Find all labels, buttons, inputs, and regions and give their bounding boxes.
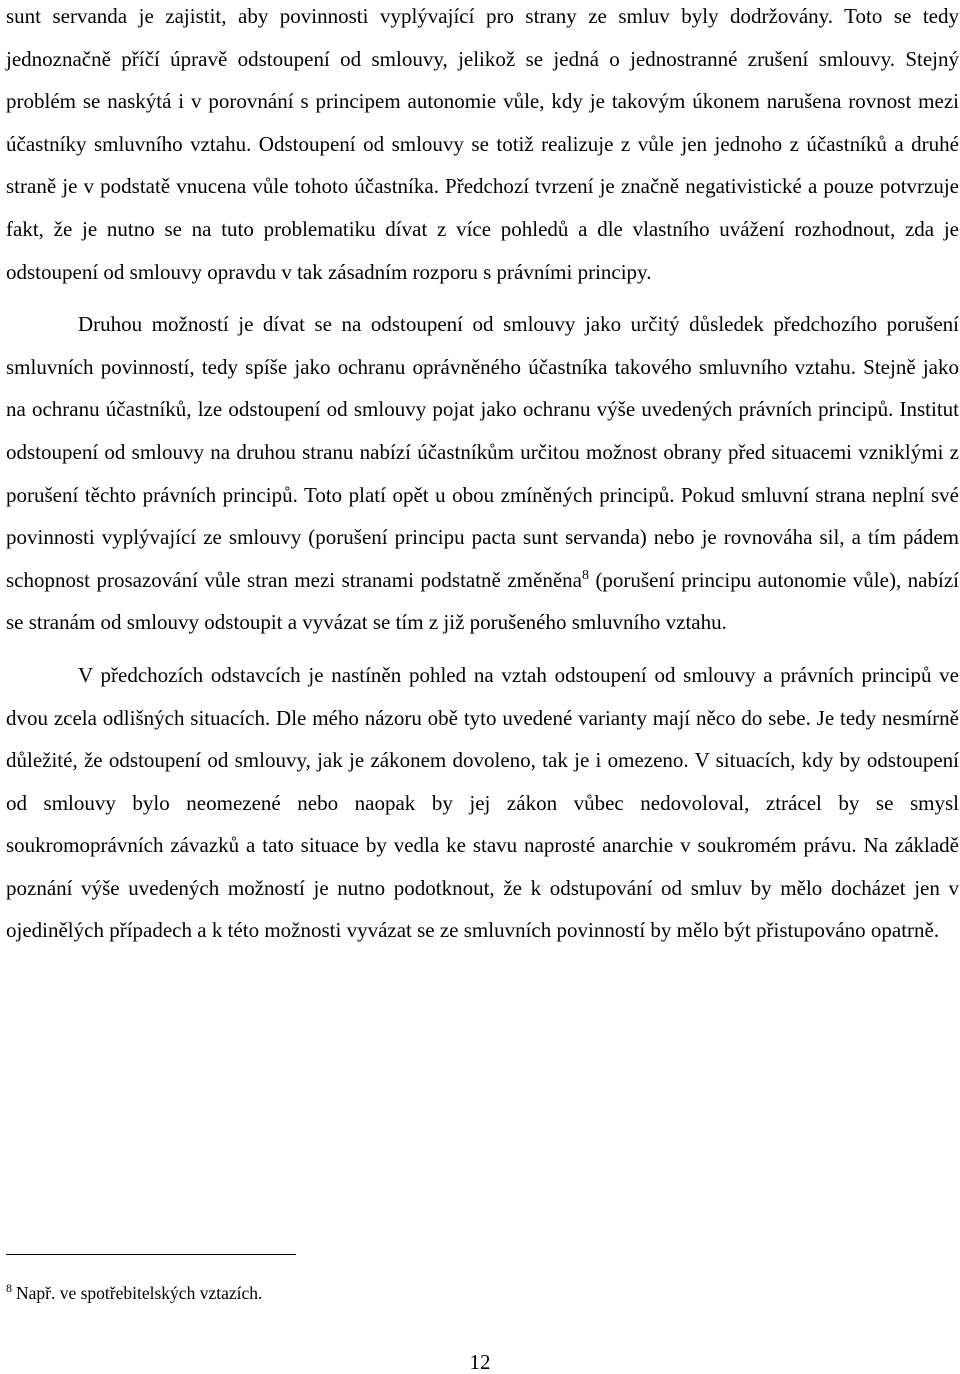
footnote-reference[interactable]: 8 — [581, 567, 589, 583]
footnote-mark: 8 — [6, 1281, 12, 1296]
paragraph-2-text-after-note: (porušení principu autonomie vůle), nabízí se stranám od smlouvy odstoupit a vyvázat se tím z již porušeného smluvního vztahu. — [6, 567, 959, 635]
paragraph-2-text-before-note: Druhou možností je dívat se na odstoupení od smlouvy jako určitý důsledek předchozího porušení smluvních povinností, tedy spíše jako ochranu oprávněného účastníka takového smluvního vztahu. Stejně jako na ochranu účastníků, lze odstoupení od smlouvy pojat jako ochranu výše uvedených právních principů. Institut odstoupení od smlouvy na druhou stranu nabízí účastníkům určitou možnost obrany před situacemi vzniklými z porušení těchto právních principů. Toto platí opět u obou zmíněných principů. Pokud smluvní strana neplní své povinnosti vyplývající ze smlouvy (porušení principu pacta sunt servanda) nebo je rovnováha sil, a tím pádem schopnost prosazování vůle stran mezi stranami podstatně změněna — [6, 312, 959, 592]
paragraph-2 — [6, 303, 959, 644]
paragraph-1: sunt servanda je zajistit, aby povinnosti vyplývající pro strany ze smluv byly dodržovány. Toto se tedy jednoznačně příčí úpravě odstoupení od smlouvy, jelikož se jedná o jednostranné zrušení smlouvy. Stejný problém se naskýtá i v porovnání s principem autonomie vůle, kdy je takovým úkonem narušena rovnost mezi účastníky smluvního vztahu. Odstoupení od smlouvy se totiž realizuje z vůle jen jednoho z účastníků a druhé straně je v podstatě vnucena vůle tohoto účastníka. Předchozí tvrzení je značně negativistické a pouze potvrzuje fakt, že je nutno se na tuto problematiku dívat z více pohledů a dle vlastního uvážení rozhodnout, zda je odstoupení od smlouvy opravdu v tak zásadním rozporu s právními principy. — [6, 4, 959, 284]
footnote-separator — [6, 1254, 296, 1255]
document-page — [6, 0, 959, 952]
paragraph-3: V předchozích odstavcích je nastíněn pohled na vztah odstoupení od smlouvy a právních principů ve dvou zcela odlišných situacích. Dle mého názoru obě tyto uvedené varianty mají něco do sebe. Je tedy nesmírně důležité, že odstoupení od smlouvy, jak je zákonem dovoleno, tak je i omezeno. V situacích, kdy by odstoupení od smlouvy bylo neomezené nebo naopak by jej zákon vůbec nedovoloval, ztrácel by se smysl soukromoprávních závazků a tato situace by vedla ke stavu naprosté anarchie v soukromém právu. Na základě poznání výše uvedených možností je nutno podotknout, že k odstupování od smluv by mělo docházet jen v ojedinělých případech a k této možnosti vyvázat se ze smluvních povinností by mělo být přistupováno opatrně. — [6, 662, 959, 943]
footnote-text: Např. ve spotřebitelských vztazích. — [16, 1283, 263, 1303]
footnote — [6, 1282, 262, 1304]
page-number: 12 — [469, 1350, 491, 1374]
